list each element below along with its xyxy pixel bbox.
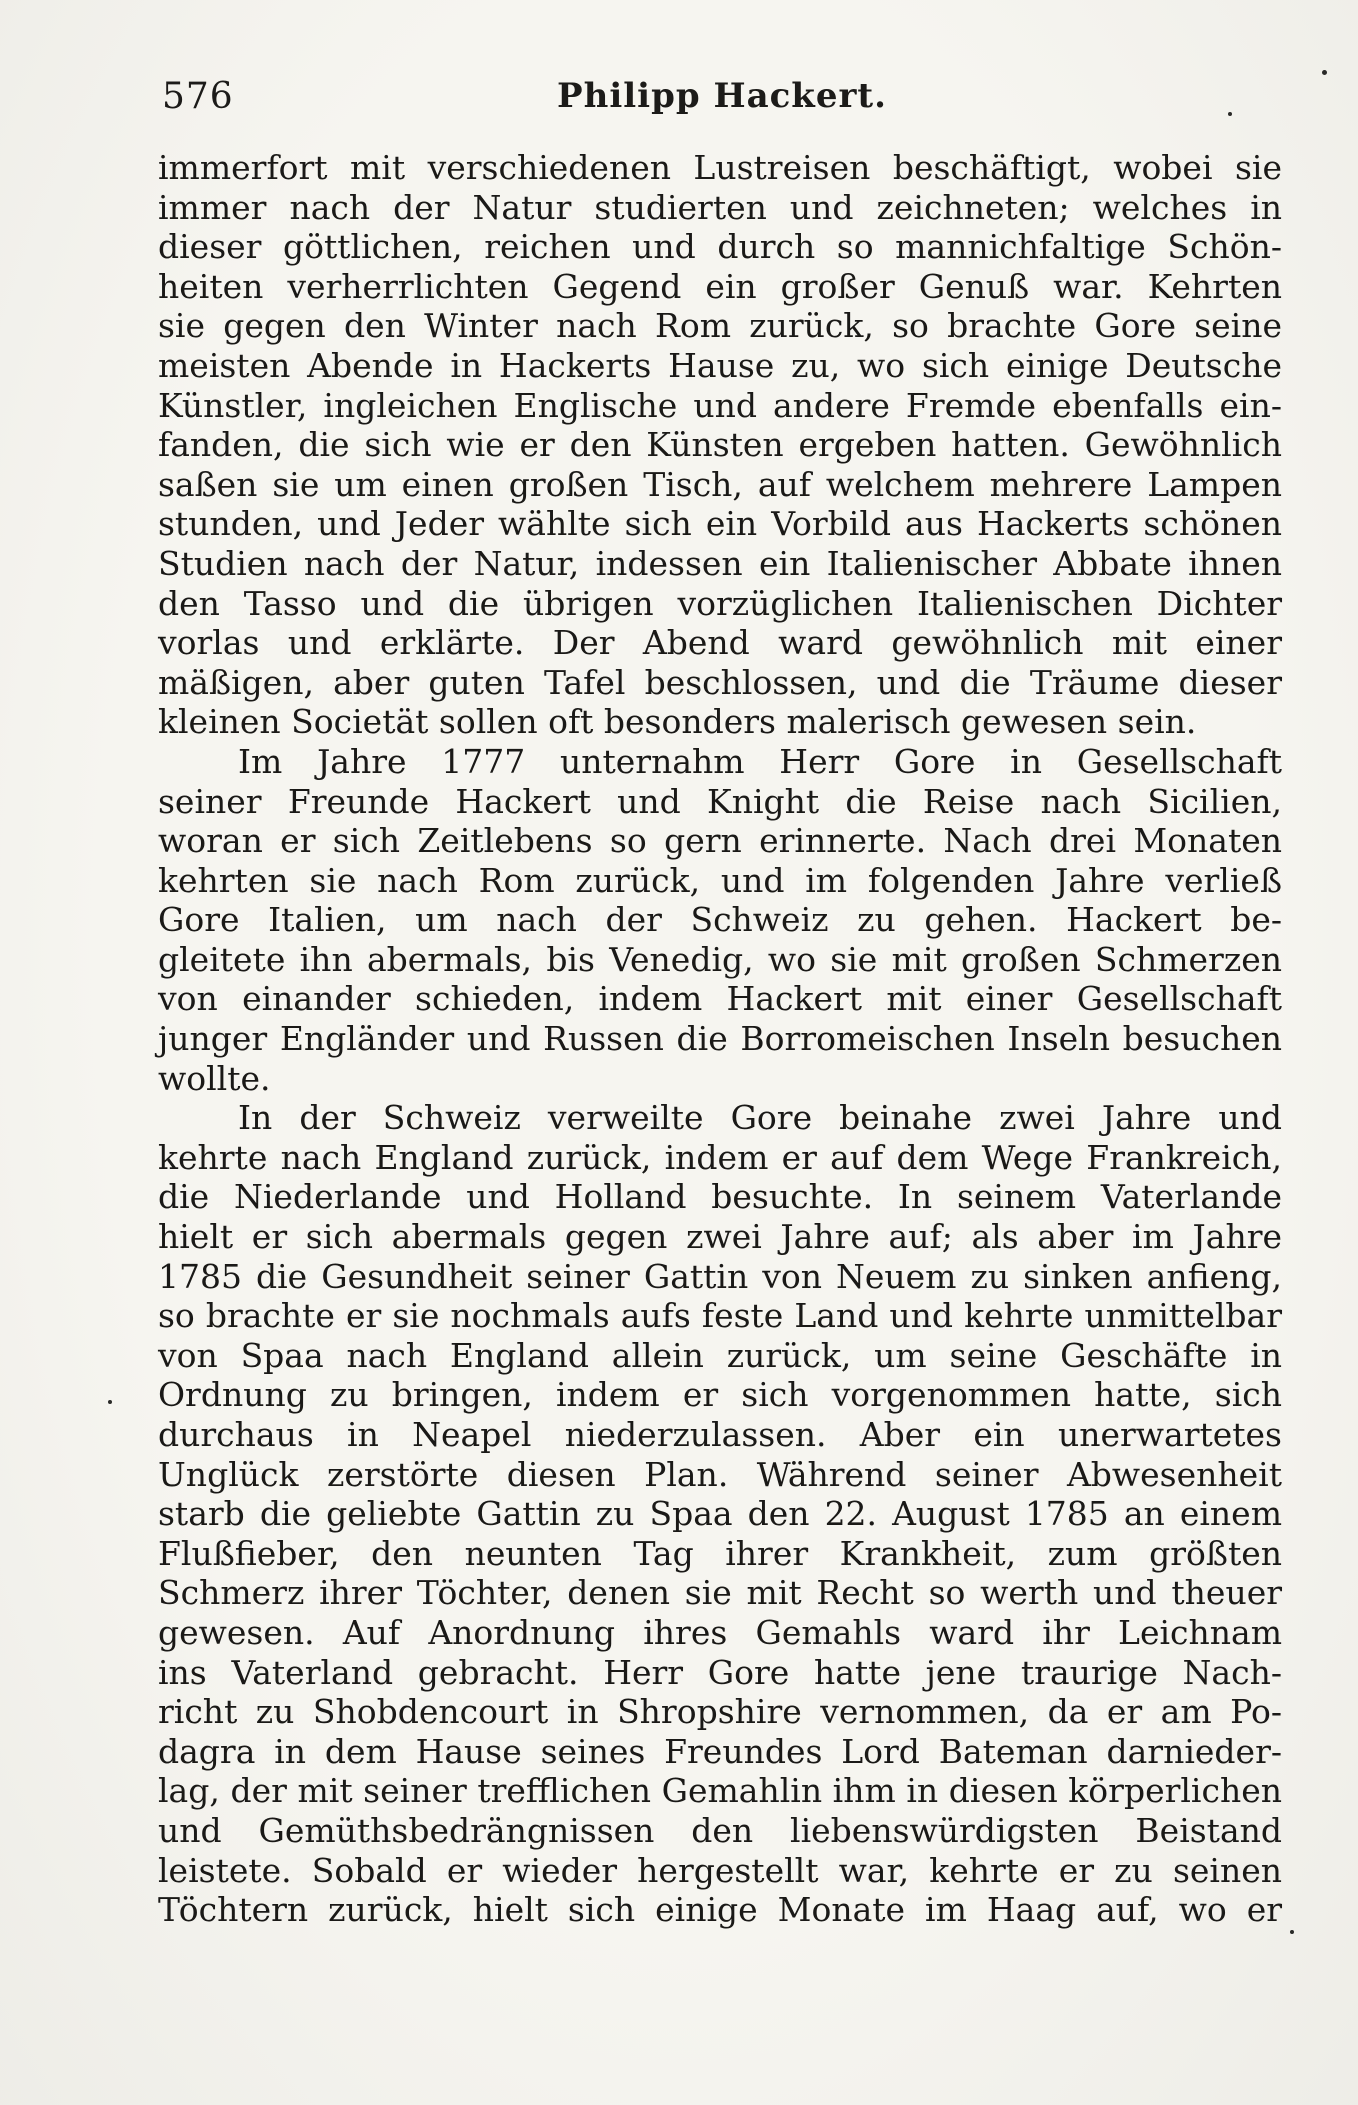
text-line: gewesen. Auf Anordnung ihres Gemahls ward ihr Leichnam xyxy=(158,1612,1282,1652)
text-line: junger Engländer und Russen die Borromeischen Inseln besuchen xyxy=(158,1019,1282,1059)
text-line: kehrte nach England zurück, indem er auf dem Wege Frankreich, xyxy=(158,1137,1282,1177)
text-line: Studien nach der Natur, indessen ein Italienischer Abbate ihnen xyxy=(158,543,1282,583)
text-line: immerfort mit verschiedenen Lustreisen beschäftigt, wobei sie xyxy=(158,148,1282,187)
text-line: seiner Freunde Hackert und Knight die Reise nach Sicilien, xyxy=(158,781,1282,821)
text-line: durchaus in Neapel niederzulassen. Aber ein unerwartetes xyxy=(158,1415,1282,1454)
body-text xyxy=(158,148,1282,1930)
text-line: stunden, und Jeder wählte sich ein Vorbild aus Hackerts schönen xyxy=(158,504,1282,544)
text-line: kehrten sie nach Rom zurück, und im folgenden Jahre verließ xyxy=(158,860,1282,900)
text-line: so brachte er sie nochmals aufs feste Land und kehrte unmittelbar xyxy=(158,1296,1282,1336)
text-line: von Spaa nach England allein zurück, um seine Geschäfte in xyxy=(158,1335,1282,1375)
text-line: den Tasso und die übrigen vorzüglichen Italienischen Dichter xyxy=(158,583,1282,623)
text-line: wollte. xyxy=(158,1058,271,1098)
text-line: kleinen Societät sollen oft besonders malerisch gewesen sein. xyxy=(158,702,1197,742)
text-line: Künstler, ingleichen Englische und andere Fremde ebenfalls ein- xyxy=(158,385,1282,425)
text-line: leistete. Sobald er wieder hergestellt war, kehrte er zu seinen xyxy=(158,1850,1282,1890)
text-line: die Niederlande und Holland besuchte. In seinem Vaterlande xyxy=(158,1177,1282,1217)
text-line: vorlas und erklärte. Der Abend ward gewöhnlich mit einer xyxy=(158,623,1282,663)
text-line: immer nach der Natur studierten und zeichneten; welches in xyxy=(158,187,1282,227)
text-line: In der Schweiz verweilte Gore beinahe zwei Jahre und xyxy=(238,1098,1282,1138)
text-line: woran er sich Zeitlebens so gern erinnerte. Nach drei Monaten xyxy=(158,821,1282,861)
page-header xyxy=(162,76,1282,128)
text-line: gleitete ihn abermals, bis Venedig, wo sie mit großen Schmerzen xyxy=(158,939,1282,979)
text-line: mäßigen, aber guten Tafel beschlossen, und die Träume dieser xyxy=(158,662,1282,702)
text-line: heiten verherrlichten Gegend ein großer Genuß war. Kehrten xyxy=(158,266,1282,306)
text-line: hielt er sich abermals gegen zwei Jahre auf; als aber im Jahre xyxy=(158,1217,1282,1257)
text-line: sie gegen den Winter nach Rom zurück, so brachte Gore seine xyxy=(158,306,1282,346)
text-line: saßen sie um einen großen Tisch, auf welchem mehrere Lampen xyxy=(158,464,1282,504)
scan-speck xyxy=(108,1400,112,1404)
paragraph xyxy=(158,742,1282,1098)
text-line: Töchtern zurück, hielt sich einige Monate im Haag auf, wo er xyxy=(158,1890,1282,1930)
scan-speck xyxy=(1228,112,1232,116)
text-line: Ordnung zu bringen, indem er sich vorgenommen hatte, sich xyxy=(158,1375,1282,1415)
paragraph xyxy=(158,1098,1282,1929)
text-line: Schmerz ihrer Töchter, denen sie mit Recht so werth und theuer xyxy=(158,1573,1282,1613)
page-number: 576 xyxy=(162,76,234,117)
text-line: ins Vaterland gebracht. Herr Gore hatte jene traurige Nach- xyxy=(158,1652,1282,1692)
text-line: lag, der mit seiner trefflichen Gemahlin ihm in diesen körperlichen xyxy=(158,1771,1282,1811)
text-line: Unglück zerstörte diesen Plan. Während seiner Abwesenheit xyxy=(158,1454,1282,1494)
text-line: meisten Abende in Hackerts Hause zu, wo sich einige Deutsche xyxy=(158,345,1282,385)
text-line: richt zu Shobdencourt in Shropshire vernommen, da er am Po- xyxy=(158,1692,1282,1732)
text-line: 1785 die Gesundheit seiner Gattin von Neuem zu sinken anfieng, xyxy=(158,1256,1282,1296)
text-line: fanden, die sich wie er den Künsten ergeben hatten. Gewöhnlich xyxy=(158,425,1282,465)
paragraph xyxy=(158,148,1282,742)
text-line: Flußfieber, den neunten Tag ihrer Krankheit, zum größten xyxy=(158,1533,1282,1573)
scan-speck xyxy=(1322,70,1327,75)
text-line: starb die geliebte Gattin zu Spaa den 22. August 1785 an einem xyxy=(158,1494,1282,1534)
text-line: Im Jahre 1777 unternahm Herr Gore in Gesellschaft xyxy=(238,741,1282,781)
text-line: von einander schieden, indem Hackert mit einer Gesellschaft xyxy=(158,979,1282,1019)
text-line: und Gemüthsbedrängnissen den liebenswürdigsten Beistand xyxy=(158,1810,1282,1850)
text-line: dagra in dem Hause seines Freundes Lord Bateman darnieder- xyxy=(158,1731,1282,1771)
scan-speck xyxy=(1290,1930,1294,1934)
running-head: Philipp Hackert. xyxy=(557,76,887,116)
text-line: dieser göttlichen, reichen und durch so mannichfaltige Schön- xyxy=(158,227,1282,267)
text-line: Gore Italien, um nach der Schweiz zu gehen. Hackert be- xyxy=(158,900,1282,940)
